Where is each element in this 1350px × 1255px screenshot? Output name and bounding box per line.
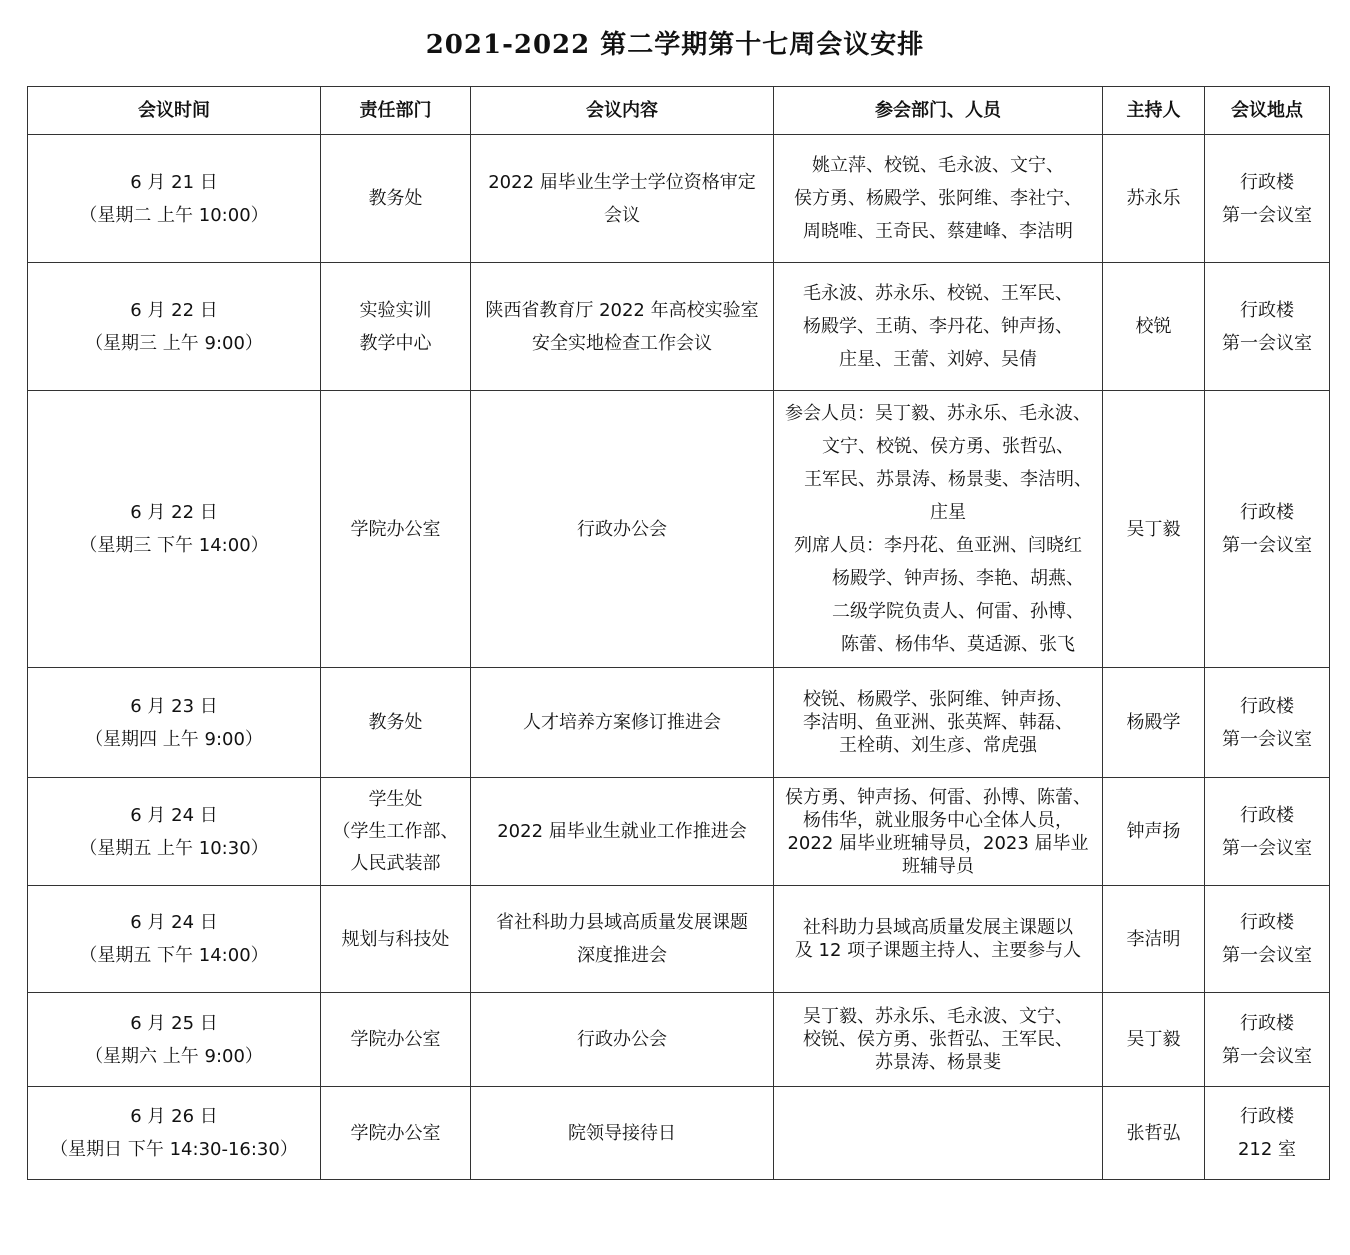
location-line: 第一会议室 <box>1222 332 1312 354</box>
attendee-line: 吴丁毅、苏永乐、毛永波、文宁、 <box>803 1006 1073 1027</box>
attendee-line: 校锐、杨殿学、张阿维、钟声扬、 <box>803 689 1073 710</box>
cell-host: 杨殿学 <box>1103 668 1205 778</box>
content-line: 安全实地检查工作会议 <box>532 332 712 354</box>
meeting-time: （星期四 上午 9:00） <box>85 728 263 750</box>
cell-department <box>321 135 471 263</box>
meeting-time: （星期五 下午 14:00） <box>79 945 269 966</box>
header-time: 会议时间 <box>28 87 321 135</box>
table-row <box>28 993 1330 1087</box>
content-line: 会议 <box>604 204 640 226</box>
location-line: 行政楼 <box>1240 912 1294 933</box>
cell-department <box>321 993 471 1087</box>
meeting-schedule-table <box>27 86 1330 1180</box>
location-line: 212 室 <box>1237 1139 1297 1160</box>
attendee-line: 陈蕾、杨伟华、莫适源、张飞 <box>841 634 1075 655</box>
cell-location <box>1205 135 1330 263</box>
attendee-line: 班辅导员 <box>902 855 974 877</box>
location-line: 行政楼 <box>1240 804 1294 826</box>
meeting-date: 6 月 25 日 <box>130 1012 218 1034</box>
cell-content <box>471 135 774 263</box>
cell-attendees <box>774 668 1103 778</box>
location-line: 第一会议室 <box>1222 204 1312 226</box>
content-line: 2022 届毕业生学士学位资格审定 <box>488 171 756 193</box>
cell-time <box>28 668 321 778</box>
cell-location <box>1205 391 1330 668</box>
department-line: 学院办公室 <box>350 1029 441 1050</box>
attendee-line: 2022 届毕业班辅导员，2023 届毕业 <box>787 832 1089 854</box>
meeting-time: （星期五 上午 10:30） <box>79 837 269 859</box>
cell-content <box>471 886 774 993</box>
table-row <box>28 778 1330 886</box>
attendee-line: 二级学院负责人、何雷、孙博、 <box>832 601 1084 622</box>
attendee-line: 文宁、校锐、侯方勇、张哲弘、 <box>822 436 1074 457</box>
attendee-line: 及 12 项子课题主持人、主要参与人 <box>794 940 1082 961</box>
cell-attendees <box>774 886 1103 993</box>
table-header-row <box>28 87 1330 135</box>
location-line: 第一会议室 <box>1222 945 1312 966</box>
table-row <box>28 263 1330 391</box>
location-line: 行政楼 <box>1240 1012 1294 1034</box>
content-line: 省社科助力县域高质量发展课题 <box>496 912 748 933</box>
cell-department <box>321 263 471 391</box>
location-line: 第一会议室 <box>1222 535 1312 556</box>
content-line: 行政办公会 <box>577 518 667 540</box>
meeting-date: 6 月 23 日 <box>130 695 218 717</box>
cell-content <box>471 993 774 1087</box>
cell-time <box>28 778 321 886</box>
attendee-line: 周晓唯、王奇民、蔡建峰、李洁明 <box>803 221 1073 242</box>
cell-content <box>471 668 774 778</box>
table-row <box>28 1087 1330 1180</box>
department-line: 教务处 <box>368 188 423 209</box>
meeting-date: 6 月 22 日 <box>130 299 218 321</box>
content-line: 深度推进会 <box>577 945 667 966</box>
cell-location <box>1205 993 1330 1087</box>
cell-location <box>1205 668 1330 778</box>
attendee-line: 王军民、苏景涛、杨景斐、李洁明、 <box>804 469 1092 490</box>
department-line: 实验实训 <box>359 299 432 321</box>
meeting-time: （星期三 下午 14:00） <box>79 535 269 556</box>
meeting-time: （星期六 上午 9:00） <box>85 1045 263 1067</box>
content-line: 人才培养方案修订推进会 <box>523 712 721 733</box>
content-line: 陕西省教育厅 2022 年高校实验室 <box>485 299 759 321</box>
cell-attendees <box>774 263 1103 391</box>
cell-department <box>321 1087 471 1180</box>
location-line: 行政楼 <box>1240 299 1294 321</box>
attendee-line: 侯方勇、杨殿学、张阿维、李社宁、 <box>794 188 1082 209</box>
cell-content <box>471 1087 774 1180</box>
cell-attendees <box>774 391 1103 668</box>
cell-attendees-empty <box>774 1087 1103 1180</box>
cell-department <box>321 668 471 778</box>
header-department: 责任部门 <box>321 87 471 135</box>
attendee-line: 参会人员：吴丁毅、苏永乐、毛永波、 <box>785 403 1091 424</box>
cell-time <box>28 1087 321 1180</box>
cell-host: 李洁明 <box>1103 886 1205 993</box>
cell-location <box>1205 778 1330 886</box>
attendee-line: 毛永波、苏永乐、校锐、王军民、 <box>803 283 1073 304</box>
cell-host: 苏永乐 <box>1103 135 1205 263</box>
cell-location <box>1205 886 1330 993</box>
header-location: 会议地点 <box>1205 87 1330 135</box>
cell-time <box>28 391 321 668</box>
attendee-line: 列席人员：李丹花、鱼亚洲、闫晓红 <box>794 535 1082 556</box>
meeting-date: 6 月 24 日 <box>130 804 218 826</box>
cell-department <box>321 391 471 668</box>
header-host: 主持人 <box>1103 87 1205 135</box>
attendee-line: 庄星、王蕾、刘婷、吴倩 <box>839 349 1037 370</box>
meeting-time: （星期三 上午 9:00） <box>85 332 263 354</box>
location-line: 第一会议室 <box>1222 728 1312 750</box>
attendee-line: 苏景涛、杨景斐 <box>875 1052 1001 1073</box>
attendee-line: 王栓萌、刘生彦、常虎强 <box>839 735 1037 756</box>
department-line: 规划与科技处 <box>341 928 450 950</box>
attendee-line: 杨殿学、钟声扬、李艳、胡燕、 <box>832 568 1084 589</box>
cell-content <box>471 778 774 886</box>
cell-attendees <box>774 135 1103 263</box>
cell-content <box>471 263 774 391</box>
meeting-date: 6 月 21 日 <box>130 171 218 193</box>
content-line: 2022 届毕业生就业工作推进会 <box>497 821 747 842</box>
cell-location <box>1205 1087 1330 1180</box>
attendee-line: 侯方勇、钟声扬、何雷、孙博、陈蕾、 <box>785 786 1091 808</box>
header-attendees: 参会部门、人员 <box>774 87 1103 135</box>
department-line: 人民武装部 <box>350 852 441 874</box>
location-line: 第一会议室 <box>1222 1045 1312 1067</box>
cell-host: 吴丁毅 <box>1103 993 1205 1087</box>
attendee-line: 社科助力县域高质量发展主课题以 <box>803 917 1073 938</box>
location-line: 行政楼 <box>1240 171 1294 193</box>
attendee-line: 李洁明、鱼亚洲、张英辉、韩磊、 <box>803 712 1073 733</box>
department-line: 学院办公室 <box>350 1122 441 1144</box>
meeting-time: （星期二 上午 10:00） <box>79 204 269 226</box>
table-row <box>28 886 1330 993</box>
department-line: 学生处 <box>368 788 423 810</box>
table-row <box>28 391 1330 668</box>
attendee-line: 姚立萍、校锐、毛永波、文宁、 <box>812 155 1064 176</box>
meeting-date: 6 月 22 日 <box>130 502 218 523</box>
cell-attendees <box>774 993 1103 1087</box>
cell-content <box>471 391 774 668</box>
cell-attendees <box>774 778 1103 886</box>
attendee-line: 校锐、侯方勇、张哲弘、王军民、 <box>803 1029 1073 1050</box>
location-line: 行政楼 <box>1240 1106 1294 1127</box>
cell-department <box>321 886 471 993</box>
attendee-line: 庄星 <box>930 502 966 523</box>
attendee-line: 杨殿学、王萌、李丹花、钟声扬、 <box>803 316 1073 337</box>
content-line: 院领导接待日 <box>568 1122 676 1144</box>
department-line: 教学中心 <box>359 332 432 354</box>
cell-host: 吴丁毅 <box>1103 391 1205 668</box>
department-line: 教务处 <box>368 712 423 733</box>
cell-time <box>28 135 321 263</box>
cell-time <box>28 886 321 993</box>
cell-department <box>321 778 471 886</box>
location-line: 第一会议室 <box>1222 837 1312 859</box>
content-line: 行政办公会 <box>577 1029 667 1050</box>
cell-location <box>1205 263 1330 391</box>
cell-host: 校锐 <box>1103 263 1205 391</box>
table-row <box>28 135 1330 263</box>
department-line: （学生工作部、 <box>332 820 459 842</box>
meeting-time: （星期日 下午 14:30-16:30） <box>50 1139 298 1160</box>
location-line: 行政楼 <box>1240 695 1294 717</box>
table-row <box>28 668 1330 778</box>
cell-host: 钟声扬 <box>1103 778 1205 886</box>
cell-time <box>28 993 321 1087</box>
meeting-date: 6 月 24 日 <box>130 912 218 933</box>
meeting-date: 6 月 26 日 <box>130 1106 218 1127</box>
cell-host: 张哲弘 <box>1103 1087 1205 1180</box>
header-content: 会议内容 <box>471 87 774 135</box>
location-line: 行政楼 <box>1240 502 1294 523</box>
department-line: 学院办公室 <box>350 518 441 540</box>
page-title: 2021-2022 第二学期第十七周会议安排 <box>425 30 925 60</box>
attendee-line: 杨伟华，就业服务中心全体人员， <box>803 809 1073 831</box>
cell-time <box>28 263 321 391</box>
